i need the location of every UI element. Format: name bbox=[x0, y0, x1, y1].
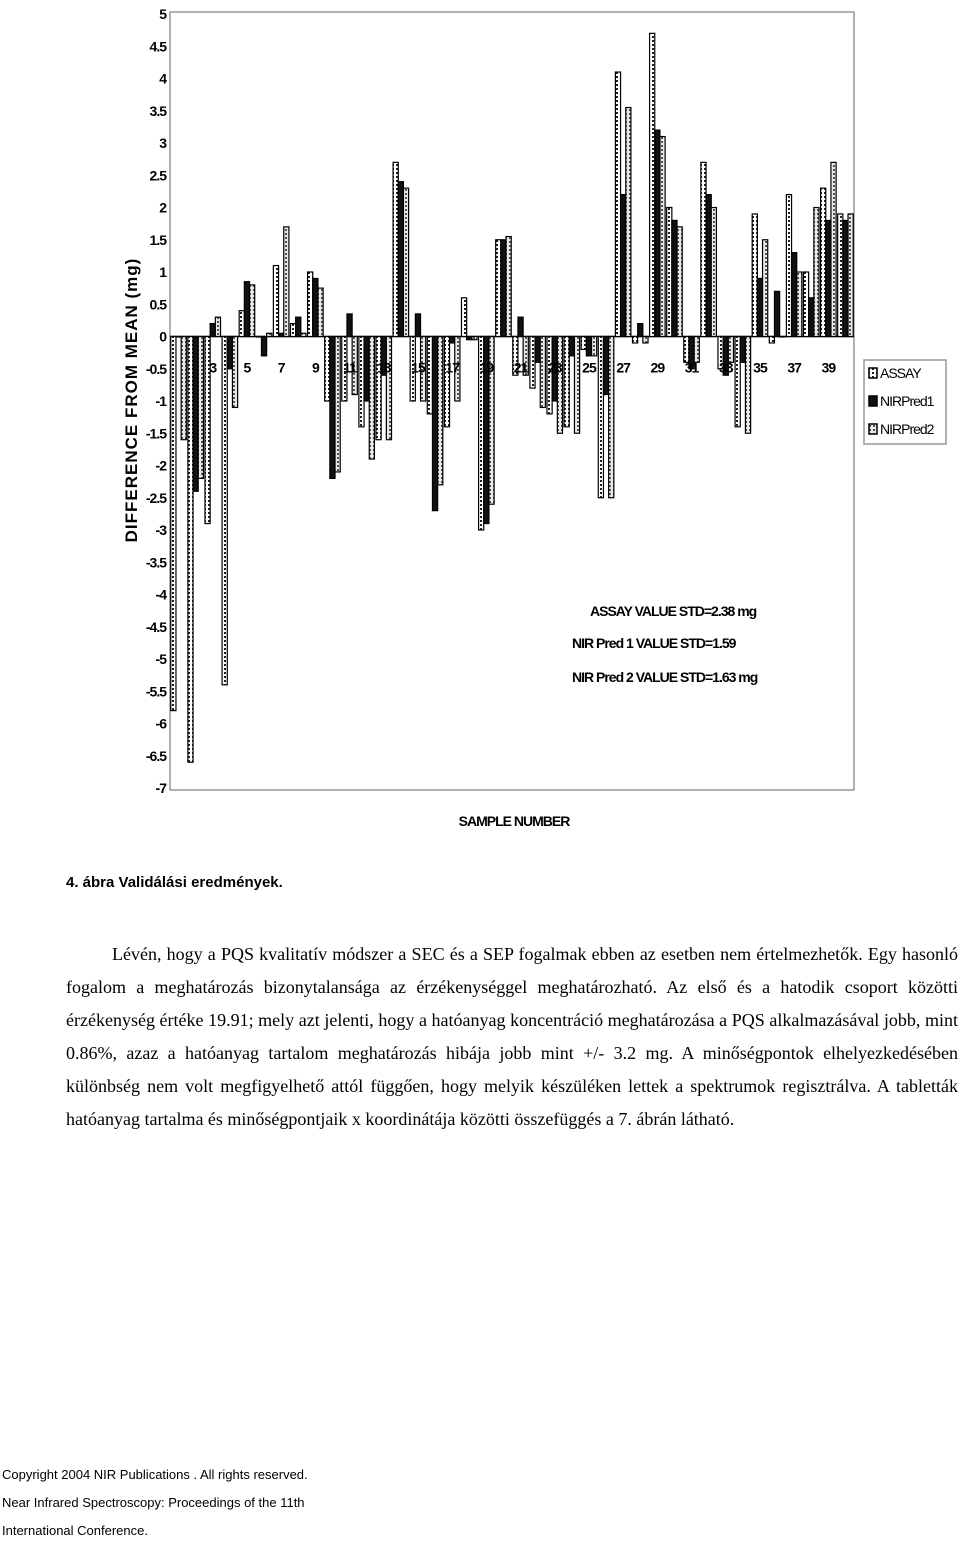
footer bbox=[2, 1461, 308, 1545]
x-tick-label: 11 bbox=[343, 359, 356, 376]
bar-assay bbox=[684, 337, 689, 363]
bar-nirpred1 bbox=[467, 337, 472, 340]
legend-label-nirpred2: NIRPred2 bbox=[880, 421, 934, 437]
bar-assay bbox=[359, 337, 364, 427]
bar-assay bbox=[239, 311, 244, 337]
bar-nirpred1 bbox=[296, 317, 301, 336]
bar-nirpred2 bbox=[592, 337, 597, 356]
legend-swatch-nirpred1 bbox=[869, 396, 877, 406]
bar-assay bbox=[222, 337, 227, 685]
legend bbox=[864, 360, 946, 444]
x-tick-label: 23 bbox=[547, 359, 562, 376]
bar-nirpred1 bbox=[740, 337, 745, 363]
y-tick-label: -3.5 bbox=[145, 554, 166, 571]
bar-nirpred2 bbox=[438, 337, 443, 485]
x-tick-label: 5 bbox=[243, 359, 251, 376]
legend-swatch-assay bbox=[869, 368, 877, 378]
bar-nirpred2 bbox=[386, 337, 391, 440]
y-tick-label: 4 bbox=[159, 70, 166, 87]
annotation-nirpred2-std: NIR Pred 2 VALUE STD=1.63 mg bbox=[572, 669, 758, 685]
bar-assay bbox=[188, 337, 193, 763]
bar-assay bbox=[803, 272, 808, 337]
bar-nirpred1 bbox=[638, 324, 643, 337]
x-tick-label: 33 bbox=[718, 359, 733, 376]
bar-nirpred1 bbox=[706, 195, 711, 337]
bar-nirpred2 bbox=[198, 337, 203, 479]
y-tick-label: -3 bbox=[155, 522, 166, 538]
y-tick-label: -0.5 bbox=[145, 360, 166, 377]
bar-nirpred1 bbox=[672, 220, 677, 336]
x-tick-label: 3 bbox=[209, 359, 217, 376]
body-paragraph: Lévén, hogy a PQS kvalitatív módszer a SEC és a SEP fogalmak ebben az esetben nem értelmezhetők. Egy hasonló fogalom a meghatározás bizonytalansága az érzékenységgel meghatározható. Az első és a hatodik csoport közötti érzékenység értéke 19.91; mely azt jelenti, hogy a hatóanyag koncentráció meghatározása a PQS alkalmazásával jobb, mint 0.86%, azaz a hatóanyag tartalom meghatározás hibája jobb mint +/- 3.2 mg. A minőségpontok elhelyezkedésében különbség nem volt megfigyelhető attól függően, hogy melyik készüléken lettek a spektrumok regisztrálva. A tabletták hatóanyag tartalma és minőségpontjaik x koordinátája közötti összefüggés a 7. ábrán látható. bbox=[66, 944, 958, 1129]
annotation-assay-std: ASSAY VALUE STD=2.38 mg bbox=[590, 603, 757, 619]
x-tick-label: 9 bbox=[311, 359, 319, 376]
bar-nirpred2 bbox=[403, 188, 408, 336]
bar-nirpred2 bbox=[232, 337, 237, 408]
body-paragraph-container bbox=[66, 938, 958, 1136]
y-tick-label: -6 bbox=[155, 715, 166, 732]
legend-label-nirpred1: NIRPred1 bbox=[880, 393, 934, 409]
bar-nirpred1 bbox=[415, 314, 420, 337]
bar-nirpred2 bbox=[540, 337, 545, 408]
bar-nirpred2 bbox=[318, 288, 323, 336]
bar-nirpred1 bbox=[347, 314, 352, 337]
bar-nirpred1 bbox=[569, 337, 574, 356]
bar-nirpred1 bbox=[809, 298, 814, 337]
x-tick-label: 31 bbox=[684, 359, 699, 376]
bar-nirpred1 bbox=[792, 253, 797, 337]
bar-assay bbox=[650, 33, 655, 336]
bar-nirpred2 bbox=[711, 208, 716, 337]
x-tick-label: 27 bbox=[616, 359, 630, 376]
bar-assay bbox=[171, 337, 176, 711]
y-tick-label: 3.5 bbox=[149, 102, 166, 119]
x-tick-label: 17 bbox=[445, 359, 459, 376]
bar-nirpred1 bbox=[244, 282, 249, 337]
bar-nirpred2 bbox=[745, 337, 750, 434]
x-tick-label: 15 bbox=[411, 359, 425, 376]
bar-nirpred2 bbox=[780, 337, 785, 338]
bar-assay bbox=[752, 214, 757, 337]
x-tick-label: 19 bbox=[479, 359, 494, 376]
y-tick-label: -1.5 bbox=[145, 425, 166, 442]
bar-nirpred2 bbox=[831, 162, 836, 336]
y-tick-label: 4.5 bbox=[149, 38, 166, 55]
bar-nirpred1 bbox=[364, 337, 369, 402]
bar-nirpred1 bbox=[826, 220, 831, 336]
x-axis-title: SAMPLE NUMBER bbox=[458, 813, 570, 829]
x-tick-label: 37 bbox=[787, 359, 801, 376]
y-tick-label: -5 bbox=[155, 651, 166, 667]
footer-copyright: Copyright 2004 NIR Publications . All rights reserved. bbox=[2, 1467, 308, 1482]
bar-assay bbox=[461, 298, 466, 337]
legend-label-assay: ASSAY bbox=[880, 365, 921, 381]
x-tick-label: 7 bbox=[277, 359, 285, 376]
figure-caption: 4. ábra Validálási eredmények. bbox=[66, 874, 283, 891]
bar-assay bbox=[821, 188, 826, 336]
y-tick-label: 1.5 bbox=[149, 231, 166, 248]
bar-assay bbox=[769, 337, 774, 343]
bar-assay bbox=[735, 337, 740, 427]
y-tick-label: -2.5 bbox=[145, 489, 166, 506]
bar-nirpred2 bbox=[814, 208, 819, 337]
bar-nirpred1 bbox=[586, 337, 591, 356]
bar-nirpred1 bbox=[193, 337, 198, 492]
bar-nirpred2 bbox=[694, 337, 699, 363]
bar-nirpred2 bbox=[848, 214, 853, 337]
y-tick-label: -4 bbox=[155, 586, 166, 603]
bar-nirpred2 bbox=[609, 337, 614, 498]
bar-nirpred2 bbox=[677, 227, 682, 337]
bar-assay bbox=[273, 266, 278, 337]
bar-nirpred1 bbox=[603, 337, 608, 395]
bar-assay bbox=[256, 337, 261, 338]
bar-nirpred2 bbox=[660, 137, 665, 337]
bar-assay bbox=[667, 208, 672, 337]
bar-nirpred1 bbox=[432, 337, 437, 511]
x-tick-label: 35 bbox=[753, 359, 767, 376]
bar-nirpred2 bbox=[506, 237, 511, 337]
footer-conference: International Conference. bbox=[2, 1523, 148, 1538]
bar-nirpred1 bbox=[757, 278, 762, 336]
bar-nirpred2 bbox=[472, 337, 477, 340]
bar-nirpred2 bbox=[267, 333, 272, 336]
bar-nirpred2 bbox=[763, 240, 768, 337]
bar-nirpred1 bbox=[398, 182, 403, 337]
bar-assay bbox=[615, 72, 620, 336]
bar-nirpred1 bbox=[774, 291, 779, 336]
bar-nirpred2 bbox=[557, 337, 562, 434]
bar-nirpred1 bbox=[176, 337, 181, 338]
y-tick-label: 0 bbox=[159, 328, 166, 345]
bar-assay bbox=[393, 162, 398, 336]
bar-nirpred2 bbox=[181, 337, 186, 440]
bar-nirpred1 bbox=[330, 337, 335, 479]
y-tick-label: 2 bbox=[159, 199, 166, 216]
bar-assay bbox=[290, 324, 295, 337]
bar-nirpred2 bbox=[284, 227, 289, 337]
bar-nirpred1 bbox=[450, 337, 455, 343]
bar-nirpred2 bbox=[369, 337, 374, 460]
y-tick-label: -5.5 bbox=[145, 683, 166, 700]
x-tick-label: 13 bbox=[376, 359, 391, 376]
y-tick-label: 2.5 bbox=[149, 167, 166, 184]
bar-nirpred2 bbox=[643, 337, 648, 343]
bar-nirpred1 bbox=[261, 337, 266, 356]
y-tick-label: -4.5 bbox=[145, 618, 166, 635]
bar-assay bbox=[564, 337, 569, 427]
bar-nirpred2 bbox=[301, 333, 306, 336]
x-tick-label: 39 bbox=[821, 359, 836, 376]
x-tick-label: 21 bbox=[513, 359, 528, 376]
y-tick-label: 1 bbox=[159, 264, 166, 280]
bar-nirpred2 bbox=[728, 337, 733, 363]
bar-nirpred1 bbox=[621, 195, 626, 337]
bar-nirpred1 bbox=[535, 337, 540, 363]
bar-nirpred2 bbox=[797, 272, 802, 337]
bar-nirpred2 bbox=[574, 337, 579, 434]
bar-nirpred1 bbox=[501, 240, 506, 337]
bar-assay bbox=[530, 337, 535, 389]
bar-nirpred2 bbox=[250, 285, 255, 337]
bar-assay bbox=[581, 337, 586, 350]
y-tick-label: -2 bbox=[155, 457, 166, 474]
y-tick-label: 0.5 bbox=[149, 296, 166, 313]
y-tick-label: -7 bbox=[155, 780, 166, 796]
bar-nirpred1 bbox=[279, 333, 284, 336]
y-tick-label: 5 bbox=[159, 6, 166, 22]
bar-assay bbox=[444, 337, 449, 427]
bar-nirpred2 bbox=[335, 337, 340, 472]
bar-nirpred1 bbox=[227, 337, 232, 369]
y-tick-label: -1 bbox=[155, 393, 166, 409]
legend-swatch-nirpred2 bbox=[869, 424, 877, 434]
bar-nirpred1 bbox=[313, 278, 318, 336]
bar-nirpred1 bbox=[655, 130, 660, 336]
bar-nirpred1 bbox=[518, 317, 523, 336]
bar-assay bbox=[496, 240, 501, 337]
footer-proceedings: Near Infrared Spectroscopy: Proceedings of the 11th bbox=[2, 1495, 305, 1510]
bar-assay bbox=[308, 272, 313, 337]
y-tick-label: -6.5 bbox=[145, 747, 166, 764]
bar-nirpred2 bbox=[215, 317, 220, 336]
bar-nirpred1 bbox=[210, 324, 215, 337]
bar-nirpred1 bbox=[843, 220, 848, 336]
annotation-nirpred1-std: NIR Pred 1 VALUE STD=1.59 bbox=[572, 635, 736, 651]
bar-assay bbox=[701, 162, 706, 336]
x-tick-label: 29 bbox=[650, 359, 665, 376]
bar-assay bbox=[427, 337, 432, 414]
bar-assay bbox=[786, 195, 791, 337]
bar-assay bbox=[598, 337, 603, 498]
bar-assay bbox=[376, 337, 381, 440]
y-tick-label: 3 bbox=[159, 135, 166, 151]
y-axis-title: DIFFERENCE FROM MEAN (mg) bbox=[122, 257, 141, 543]
bar-assay bbox=[325, 337, 330, 402]
x-tick-label: 25 bbox=[582, 359, 596, 376]
bar-assay bbox=[838, 214, 843, 337]
bar-nirpred2 bbox=[626, 108, 631, 337]
bar-assay bbox=[632, 337, 637, 343]
